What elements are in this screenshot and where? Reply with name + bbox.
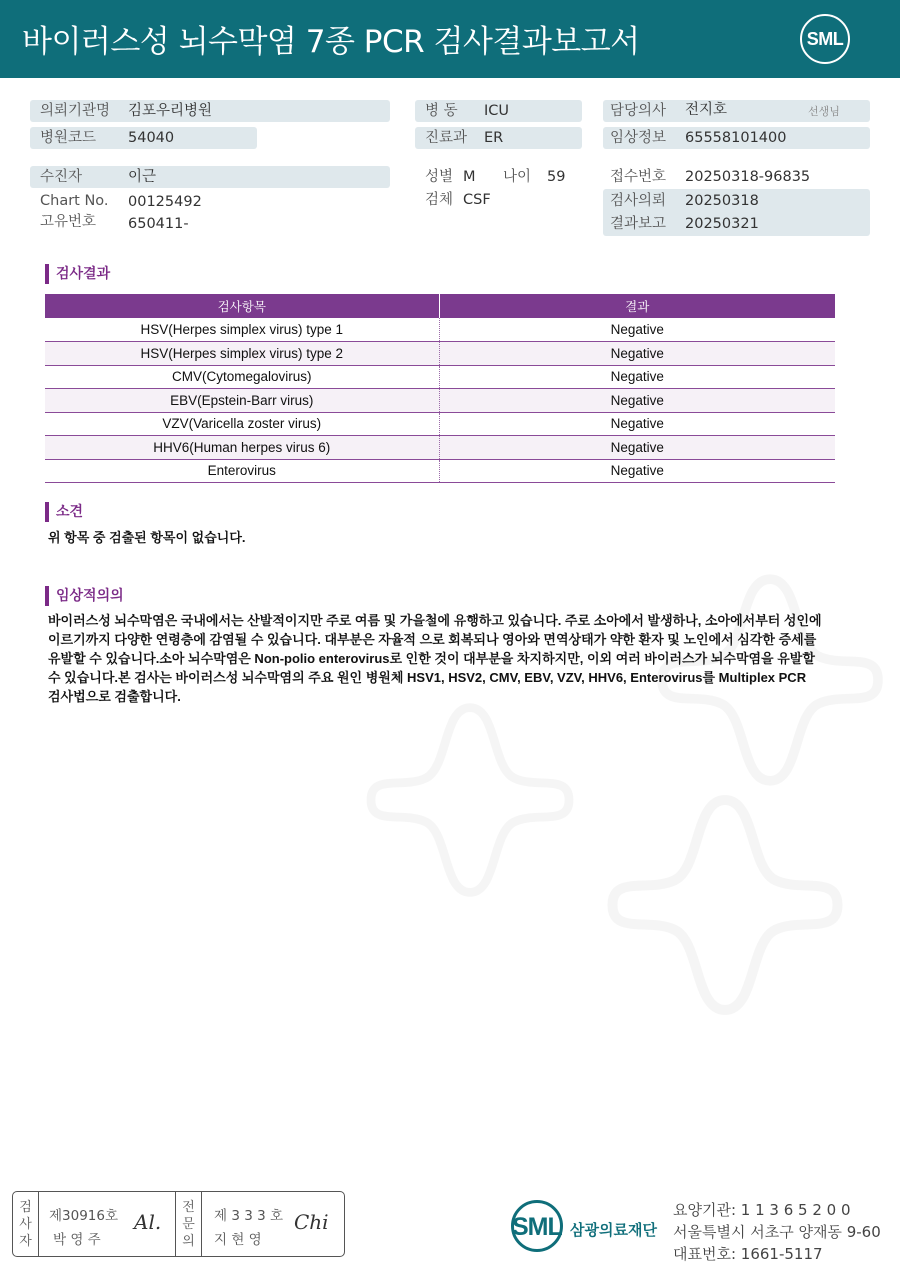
specialist-signature: Chi: [294, 1210, 329, 1234]
sex-label: 성별: [425, 169, 454, 185]
patient-label: 수진자: [40, 169, 83, 185]
clinical-value: 65558101400: [685, 130, 787, 146]
specialist-license: 제 3 3 3 호: [214, 1208, 284, 1224]
significance-line: 수 있습니다.본 검사는 바이러스성 뇌수막염의 주요 원인 병원체 HSV1, HSV2, CMV, EBV, VZV, HHV6, Enterovirus를 Multiplex PCR: [48, 670, 807, 685]
test-item: EBV(Epstein-Barr virus): [45, 389, 439, 413]
hospital-code-label: 병원코드: [40, 130, 97, 146]
table-row: [45, 342, 835, 366]
sml-logo-text: SML: [806, 29, 844, 49]
test-result: Negative: [439, 342, 835, 366]
chart-value: 00125492: [128, 194, 202, 210]
signature-box: [12, 1191, 345, 1257]
doctor-suffix: 선생님: [808, 105, 840, 118]
specialist-label-1: 전: [182, 1200, 195, 1215]
specialist-name: 지 현 영: [214, 1232, 262, 1248]
unique-label: 고유번호: [40, 214, 97, 230]
test-result: Negative: [439, 412, 835, 436]
chart-label: Chart No.: [40, 193, 109, 209]
specialist-label-2: 문: [182, 1217, 195, 1232]
examiner-signature: Al.: [134, 1210, 162, 1234]
test-result: Negative: [439, 436, 835, 460]
sex-value: M: [463, 169, 476, 185]
test-result: Negative: [439, 365, 835, 389]
report-value: 20250321: [685, 216, 759, 232]
examiner-license: 제30916호: [49, 1208, 119, 1224]
examiner-name: 박 영 주: [53, 1232, 101, 1248]
institution-label: 의뢰기관명: [40, 103, 111, 119]
org-address: 서울특별시 서초구 양재동 9-60: [673, 1223, 881, 1241]
org-logo-text: SML: [512, 1213, 562, 1241]
ward-value: ICU: [484, 103, 510, 119]
results-table: [45, 294, 835, 483]
watermark-star-icon: [360, 690, 580, 910]
hospital-code-value: 54040: [128, 130, 175, 146]
significance-line: 바이러스성 뇌수막염은 국내에서는 산발적이지만 주로 여름 및 가을철에 유행하고 있습니다. 주로 소아에서 발생하나, 소아에서부터 성인에: [48, 613, 822, 628]
table-row: [45, 389, 835, 413]
col-item-header: 검사항목: [45, 294, 439, 318]
report-header: [0, 0, 900, 78]
test-result: Negative: [439, 389, 835, 413]
org-name: 삼광의료재단: [570, 1221, 657, 1239]
sml-logo: [800, 14, 850, 64]
findings-text: 위 항목 중 검출된 항목이 없습니다.: [48, 530, 246, 545]
age-value: 59: [547, 169, 566, 185]
examiner-label-1: 검: [19, 1200, 32, 1215]
receipt-value: 20250318-96835: [685, 169, 811, 185]
examiner-info-col: [39, 1192, 176, 1256]
significance-line: 이르기까지 다양한 연령층에 감염될 수 있습니다. 대부분은 자율적 으로 회복되나 영아와 면역상태가 약한 환자 및 노인에서 심각한 증세를: [48, 632, 817, 647]
unique-value: 650411-: [128, 216, 189, 232]
receipt-label: 접수번호: [610, 169, 667, 185]
specimen-label: 검체: [425, 192, 454, 208]
ward-label: 병 동: [425, 103, 458, 119]
doctor-label: 담당의사: [610, 103, 667, 119]
examiner-label-2: 사: [19, 1217, 32, 1232]
table-row: [45, 318, 835, 342]
specimen-value: CSF: [463, 192, 491, 208]
test-item: HSV(Herpes simplex virus) type 1: [45, 318, 439, 342]
test-result: Negative: [439, 318, 835, 342]
test-item: Enterovirus: [45, 459, 439, 483]
patient-value: 이근: [128, 169, 157, 185]
institution-value: 김포우리병원: [128, 103, 213, 119]
age-label: 나이: [503, 169, 532, 185]
watermark-star-icon: [600, 780, 850, 1030]
specialist-label-3: 의: [182, 1234, 195, 1249]
results-header-row: [45, 294, 835, 318]
significance-section-title: 임상적의의: [45, 586, 124, 606]
test-item: VZV(Varicella zoster virus): [45, 412, 439, 436]
significance-line: 검사법으로 검출합니다.: [48, 689, 181, 704]
table-row: [45, 412, 835, 436]
examiner-label-3: 자: [19, 1234, 32, 1249]
request-label: 검사의뢰: [610, 193, 667, 209]
col-result-header: 결과: [439, 294, 835, 318]
clinical-label: 임상정보: [610, 130, 667, 146]
patient-row-bg: [30, 166, 390, 188]
request-value: 20250318: [685, 193, 759, 209]
specialist-label-col: [176, 1192, 202, 1256]
test-result: Negative: [439, 459, 835, 483]
significance-line: 유발할 수 있습니다.소아 뇌수막염은 Non-polio enterovirus로 인한 것이 대부분을 차지하지만, 이외 여러 바이러스가 뇌수막염을 유발할: [48, 651, 815, 666]
report-title: 바이러스성 뇌수막염 7종 PCR 검사결과보고서: [22, 24, 640, 60]
specialist-info-col: [202, 1192, 344, 1256]
table-row: [45, 459, 835, 483]
report-label: 결과보고: [610, 216, 667, 232]
department-label: 진료과: [425, 130, 468, 146]
test-item: HHV6(Human herpes virus 6): [45, 436, 439, 460]
department-value: ER: [484, 130, 504, 146]
test-item: HSV(Herpes simplex virus) type 2: [45, 342, 439, 366]
results-section-title: 검사결과: [45, 264, 110, 284]
care-institution-number: 요양기관: 1 1 3 6 5 2 0 0: [673, 1201, 851, 1219]
doctor-value: 전지호: [685, 102, 728, 118]
test-item: CMV(Cytomegalovirus): [45, 365, 439, 389]
findings-section-title: 소견: [45, 502, 83, 522]
org-phone: 대표번호: 1661-5117: [673, 1245, 823, 1263]
table-row: [45, 365, 835, 389]
examiner-label-col: [13, 1192, 39, 1256]
table-row: [45, 436, 835, 460]
